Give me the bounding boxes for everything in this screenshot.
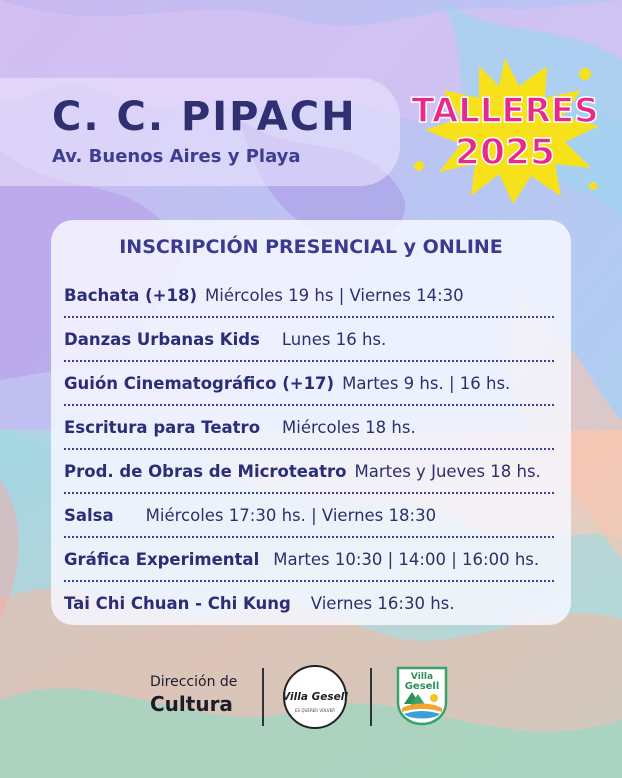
schedule-list — [64, 274, 554, 624]
workshop-name: Prod. de Obras de Microteatro — [64, 461, 347, 481]
workshop-name: Escritura para Teatro — [64, 417, 261, 437]
svg-text:ES QUERER VOLVER: ES QUERER VOLVER — [295, 708, 335, 713]
schedule-row — [64, 582, 554, 624]
sun-splash-icon — [414, 58, 599, 204]
talleres-badge — [395, 46, 615, 206]
schedule-row — [64, 406, 554, 450]
workshop-time: Miércoles 17:30 hs. | Viernes 18:30 — [145, 505, 437, 525]
workshop-name: Tai Chi Chuan - Chi Kung — [64, 593, 291, 613]
workshop-time: Viernes 16:30 hs. — [310, 593, 455, 613]
schedule-row — [64, 450, 554, 494]
card-title: INSCRIPCIÓN PRESENCIAL y ONLINE — [119, 236, 503, 258]
workshop-name: Bachata (+18) — [64, 285, 198, 305]
workshop-time: Martes 9 hs. | 16 hs. — [342, 373, 511, 393]
schedule-card — [51, 220, 571, 625]
workshop-name: Danzas Urbanas Kids — [64, 329, 260, 349]
svg-text:Villa: Villa — [410, 672, 434, 682]
direccion-line2: Cultura — [150, 692, 233, 716]
svg-text:Gesell: Gesell — [404, 681, 440, 692]
svg-text:Villa Gesell: Villa Gesell — [282, 691, 348, 703]
workshop-name: Guión Cinematográfico (+17) — [64, 373, 335, 393]
workshop-time: Miércoles 19 hs | Viernes 14:30 — [205, 285, 464, 305]
footer-logos — [150, 662, 480, 732]
divider — [370, 668, 372, 726]
workshop-name: Gráfica Experimental — [64, 549, 260, 569]
venue-header — [52, 94, 357, 167]
workshop-time: Martes 10:30 | 14:00 | 16:00 hs. — [273, 549, 540, 569]
venue-name: C. C. PIPACH — [52, 94, 357, 140]
schedule-row — [64, 318, 554, 362]
badge-line1: TALLERES — [411, 91, 599, 131]
villa-gesell-shield-logo — [394, 664, 450, 726]
badge-line2: 2025 — [454, 132, 556, 173]
workshop-name: Salsa — [64, 505, 114, 525]
schedule-row — [64, 274, 554, 318]
direccion-line1: Dirección de — [150, 674, 238, 690]
schedule-row — [64, 494, 554, 538]
divider — [262, 668, 264, 726]
venue-address: Av. Buenos Aires y Playa — [52, 146, 301, 167]
schedule-row — [64, 538, 554, 582]
workshop-time: Miércoles 18 hs. — [282, 417, 416, 437]
schedule-row — [64, 362, 554, 406]
direccion-cultura-logo — [150, 674, 237, 716]
workshop-time: Lunes 16 hs. — [281, 329, 387, 349]
villa-gesell-circle-logo — [282, 664, 348, 730]
workshop-time: Martes y Jueves 18 hs. — [354, 461, 541, 481]
